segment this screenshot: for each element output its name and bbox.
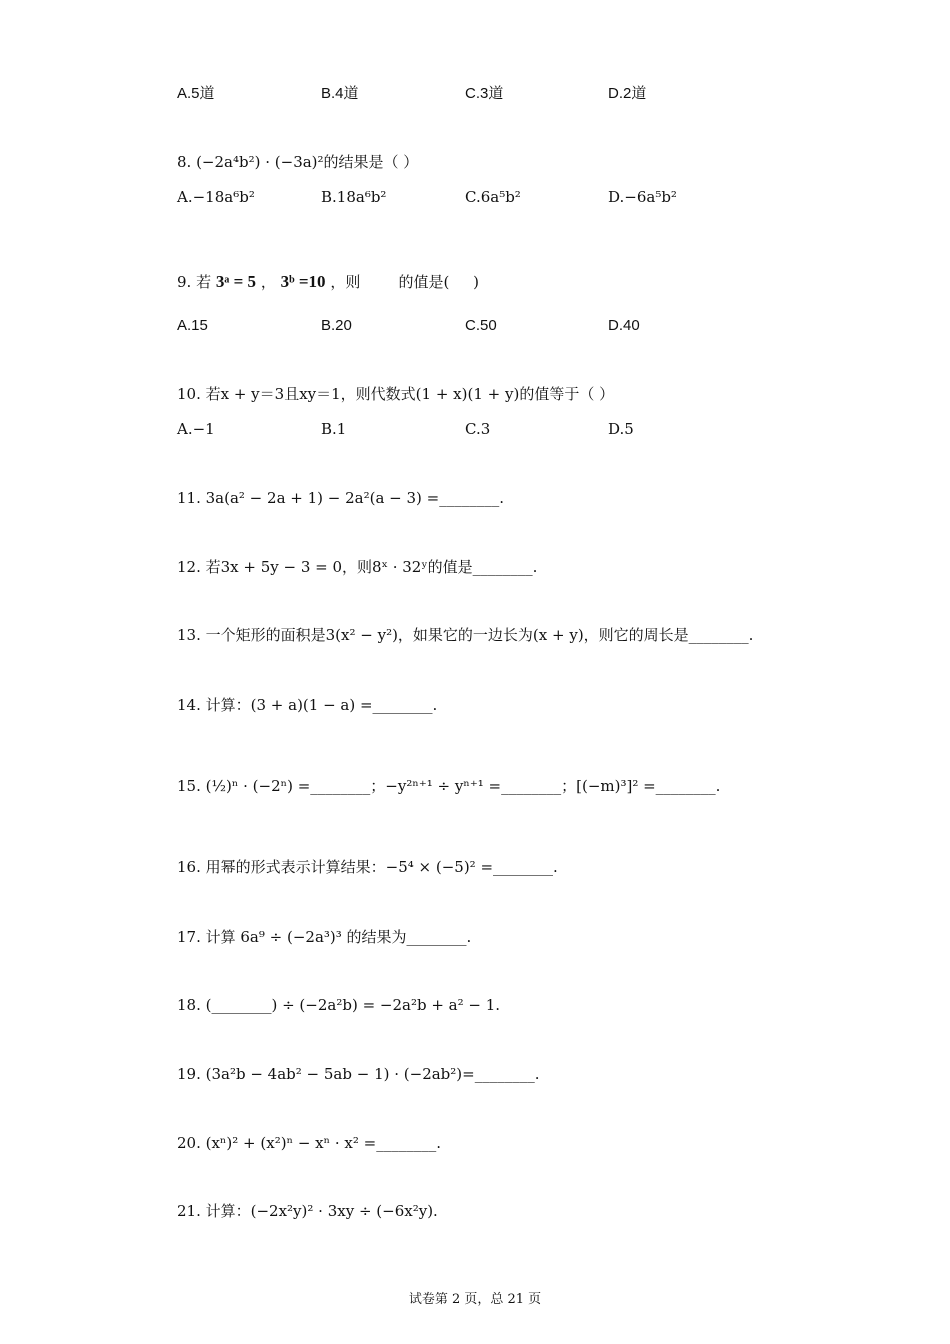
- q10-option-c: C.3: [465, 420, 491, 438]
- q21: 21. 计算：(−2x²y)² · 3xy ÷ (−6x²y).: [177, 1202, 438, 1220]
- q7-option-c: C.3道: [465, 85, 504, 102]
- q12: 12. 若3x + 5y − 3 = 0，则8ˣ · 32ʸ的值是________.: [177, 558, 538, 576]
- q9-stem: [177, 272, 479, 292]
- q8-option-c: C.6a⁵b²: [465, 188, 521, 206]
- q8-option-b: B.18a⁶b²: [321, 188, 387, 206]
- q9-option-d: D.40: [608, 317, 640, 334]
- q9-option-c: C.50: [465, 317, 497, 334]
- q9-option-a: A.15: [177, 317, 208, 334]
- q9-suffix: ，则 的值是( ): [330, 273, 480, 291]
- q10-stem: 10. 若x + y＝3且xy＝1，则代数式(1 + x)(1 + y)的值等于（ ）: [177, 385, 615, 403]
- q16: 16. 用幂的形式表示计算结果：−5⁴ × (−5)² =________.: [177, 858, 558, 876]
- q10-option-a: A.−1: [177, 420, 215, 438]
- q8-option-a: A.−18a⁶b²: [177, 188, 255, 206]
- q8-option-d: D.−6a⁵b²: [608, 188, 677, 206]
- q17: 17. 计算 6a⁹ ÷ (−2a³)³ 的结果为________.: [177, 928, 472, 946]
- q19: 19. (3a²b − 4ab² − 5ab − 1) · (−2ab²)=________.: [177, 1065, 540, 1083]
- q7-option-a: A.5道: [177, 85, 215, 102]
- q14: 14. 计算：(3 + a)(1 − a) =________.: [177, 696, 438, 714]
- q13: 13. 一个矩形的面积是3(x² − y²)，如果它的一边长为(x + y)，则它的周长是________.: [177, 626, 754, 644]
- q10-option-d: D.5: [608, 420, 634, 438]
- q15: 15. (½)ⁿ · (−2ⁿ) =________；−y²ⁿ⁺¹ ÷ yⁿ⁺¹ =________；[(−m)³]² =________.: [177, 777, 721, 795]
- q9-formula-image-1: 3ᵃ = 5: [215, 272, 257, 291]
- q7-option-b: B.4道: [321, 85, 359, 102]
- page-footer: 试卷第 2 页，总 21 页: [408, 1292, 542, 1307]
- q9-formula-image-2: 3ᵇ =10: [280, 272, 326, 291]
- q8-stem: 8. (−2a⁴b²) · (−3a)²的结果是（ ）: [177, 153, 419, 171]
- q10-option-b: B.1: [321, 420, 347, 438]
- q18: 18. (________) ÷ (−2a²b) = −2a²b + a² − 1.: [177, 996, 501, 1014]
- q20: 20. (xⁿ)² + (x²)ⁿ − xⁿ · x² =________.: [177, 1134, 441, 1152]
- q9-separator: ，: [260, 273, 276, 291]
- q9-prefix: 9. 若: [177, 273, 212, 291]
- q9-option-b: B.20: [321, 317, 352, 334]
- q11: 11. 3a(a² − 2a + 1) − 2a²(a − 3) =________.: [177, 489, 505, 507]
- q7-option-d: D.2道: [608, 85, 647, 102]
